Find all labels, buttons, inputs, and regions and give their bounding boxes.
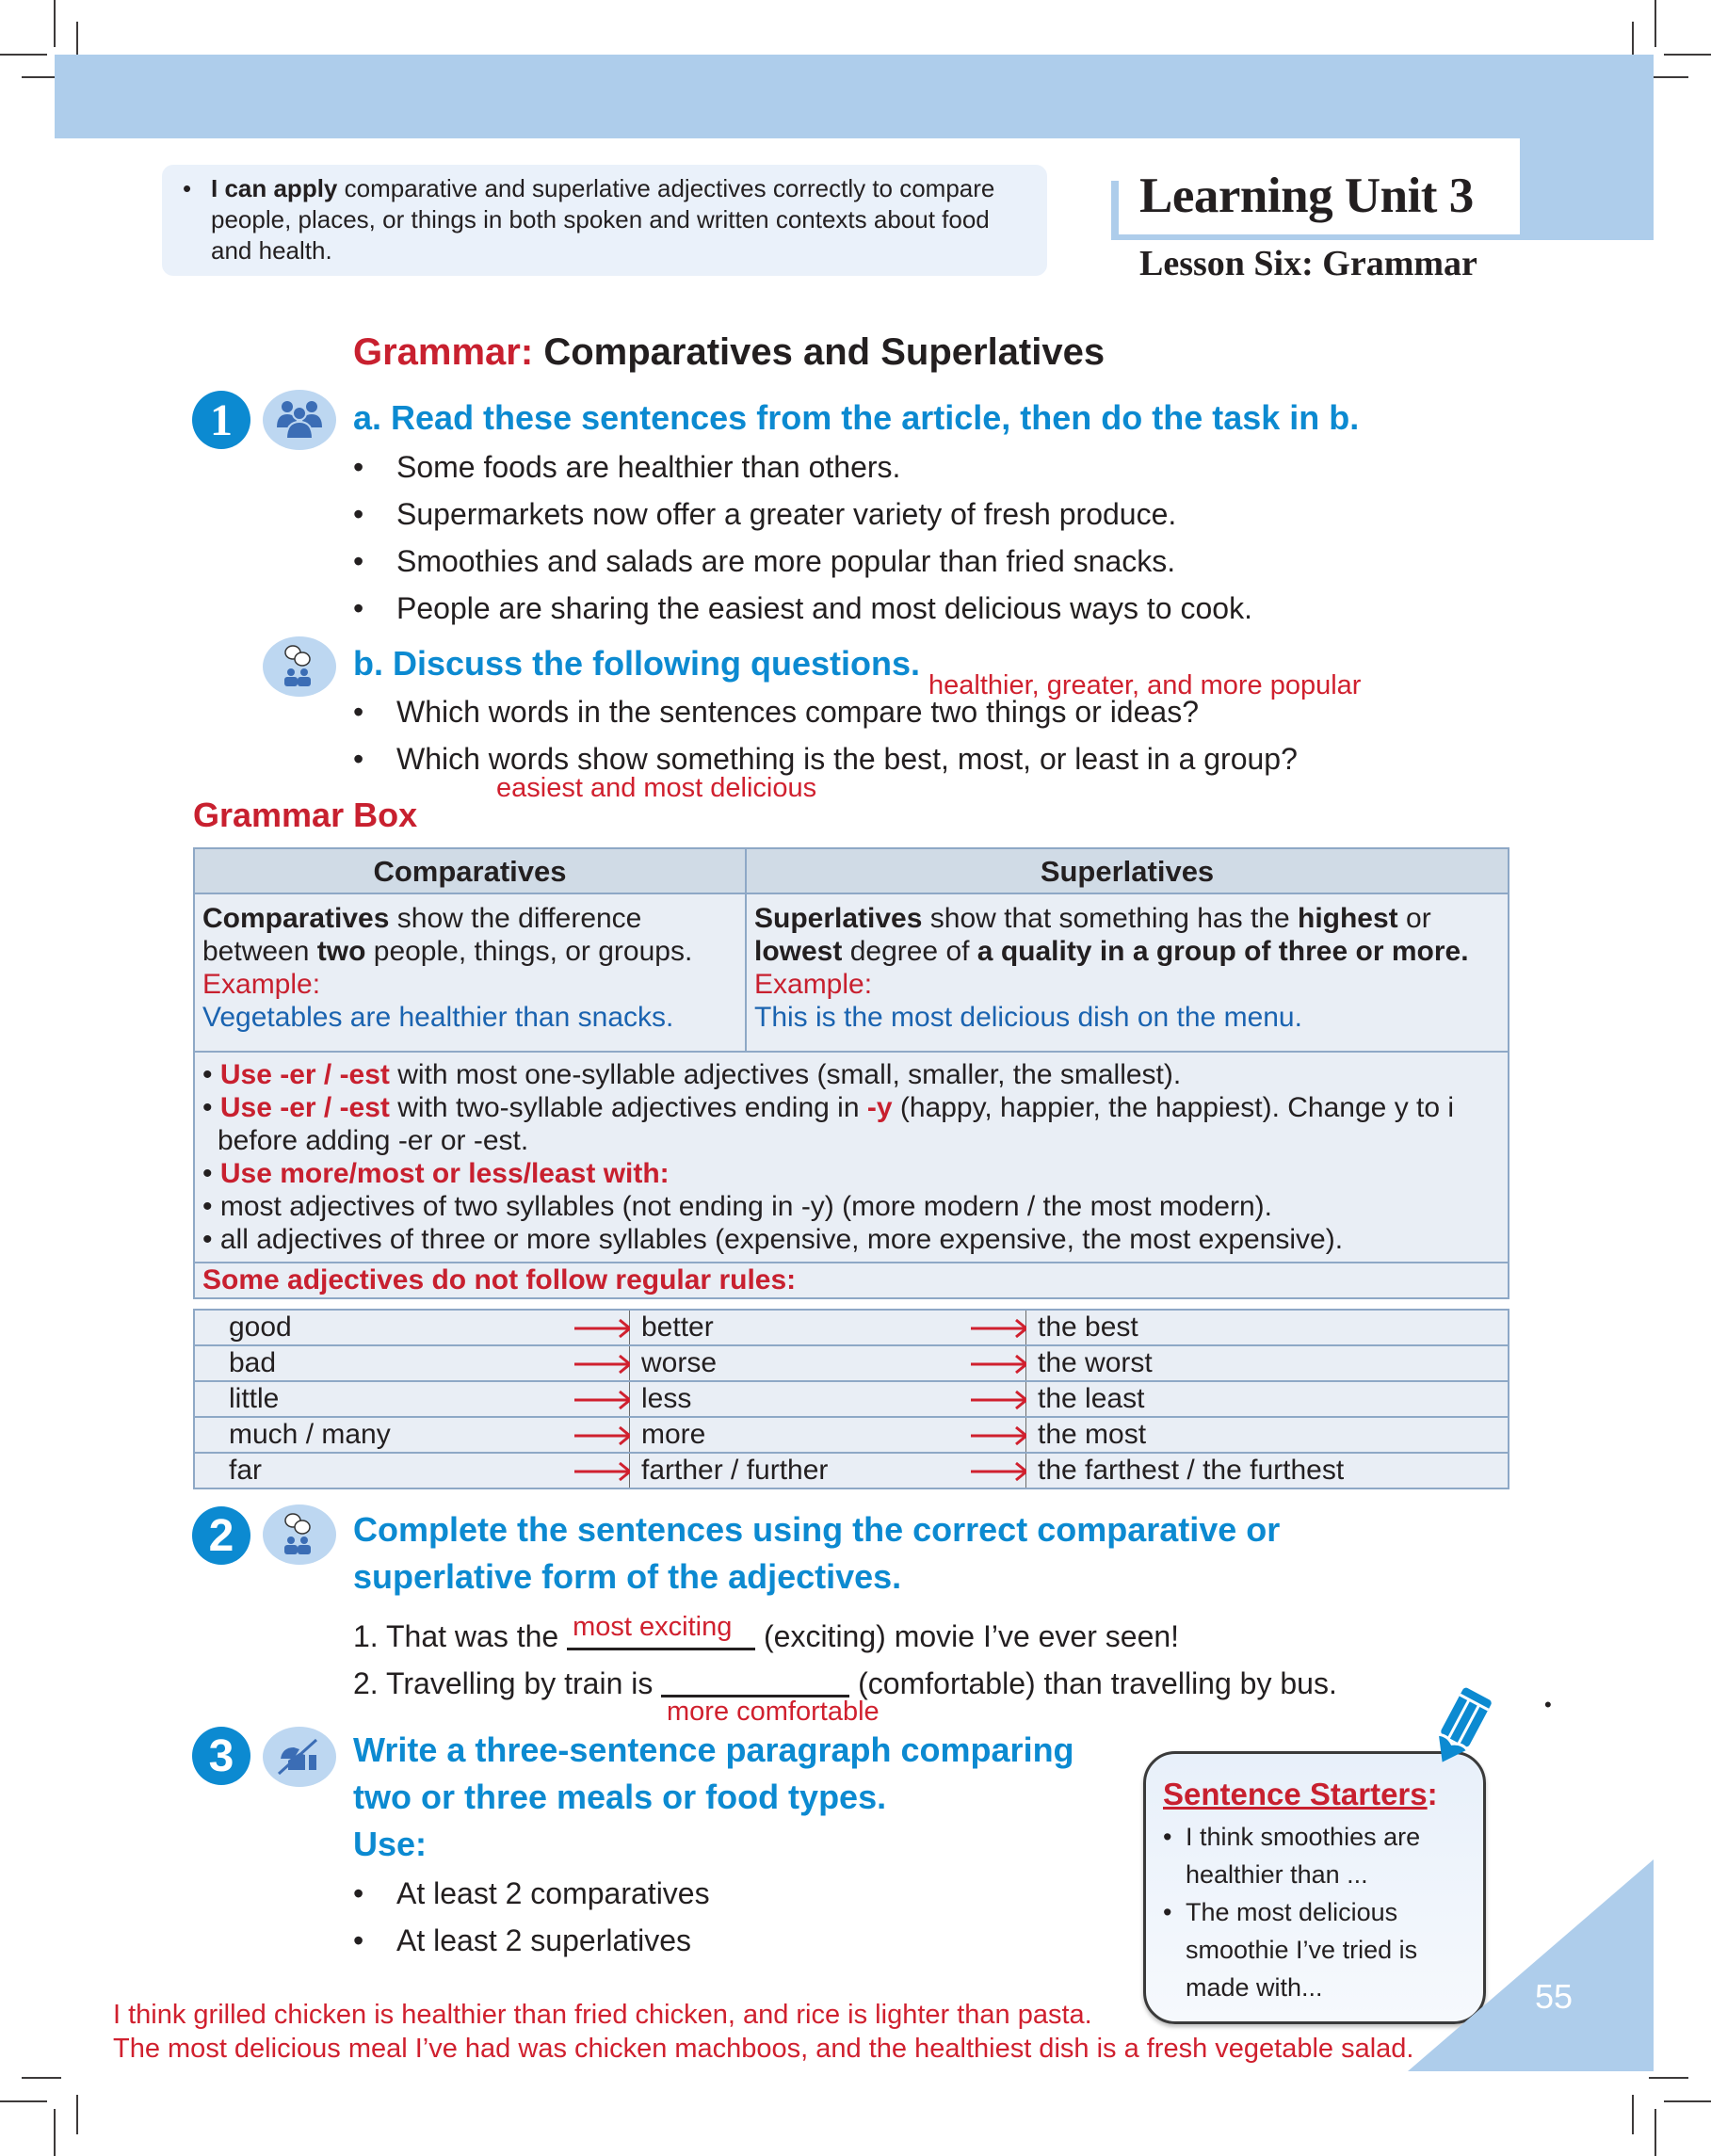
superlative-form: the worst	[1038, 1347, 1153, 1378]
rule-highlight: Use -er / -est	[219, 1059, 390, 1090]
question-text: Which words in the sentences compare two things or ideas?	[396, 695, 1199, 729]
arrow-right-icon	[971, 1317, 1029, 1340]
paragraph-answer-line: I think grilled chicken is healthier than fried chicken, and rice is lighter than pasta.	[113, 2000, 1092, 2030]
unit-box-accent	[1111, 181, 1119, 237]
task-number: 3	[208, 1730, 234, 1781]
task-2-heading-line2: superlative form of the adjectives.	[353, 1557, 902, 1596]
answer-annotation: healthier, greater, and more popular	[928, 670, 1362, 700]
task-2-number-badge	[192, 1506, 250, 1565]
task-3-number-badge	[192, 1727, 250, 1785]
section-title	[353, 331, 1105, 374]
rule-item	[202, 1058, 1500, 1091]
crop-mark	[0, 54, 47, 56]
superlative-cell	[1026, 1417, 1509, 1453]
example-text: This is the most delicious dish on the menu.	[754, 1002, 1302, 1033]
header-band-strip	[1111, 234, 1654, 240]
title-text: Sentence Starters	[1163, 1777, 1428, 1811]
text: people, things, or groups.	[365, 936, 693, 967]
bold-term: lowest	[754, 936, 843, 967]
table-row	[194, 1381, 1509, 1417]
rule-text: (happy, happier, the happiest). Change y to i before adding -er or -est.	[218, 1092, 1455, 1156]
question-text: Which words show something is the best, most, or least in a group?	[396, 742, 1298, 776]
rule-highlight: Use -er / -est	[219, 1092, 390, 1123]
arrow-right-icon	[971, 1353, 1029, 1376]
rule-text: with two-syllable adjectives ending in	[389, 1092, 867, 1123]
base-cell	[194, 1453, 630, 1488]
sentence-text: Smoothies and salads are more popular than fried snacks.	[396, 544, 1176, 578]
rule-item	[202, 1091, 1500, 1157]
crop-mark	[54, 2109, 56, 2156]
starter-text: made with...	[1186, 1973, 1323, 2002]
blank-answer: most exciting	[573, 1612, 733, 1642]
text: degree of	[842, 936, 977, 967]
superlative-form: the least	[1038, 1383, 1145, 1414]
comparatives-cell	[194, 893, 746, 1052]
base-cell	[194, 1310, 630, 1345]
page-number: 55	[1535, 1977, 1574, 2016]
bold-term: highest	[1298, 903, 1398, 934]
answer-blank[interactable]	[567, 1612, 755, 1650]
arrow-right-icon	[574, 1460, 633, 1483]
requirement-text: At least 2 comparatives	[396, 1876, 710, 1910]
paragraph-answer-line: The most delicious meal I’ve had was chicken machboos, and the healthiest dish is a fresh vegetable salad.	[113, 2034, 1414, 2064]
base-form: good	[229, 1311, 292, 1343]
arrow-right-icon	[971, 1424, 1029, 1447]
bold-term: Comparatives	[202, 903, 390, 934]
bullet: •	[183, 174, 192, 202]
objective-text: comparative and superlative adjectives correctly to compare people, places, or things in both spoken and written contexts about food and health.	[211, 174, 995, 265]
task-1b-heading: b. Discuss the following questions.	[353, 644, 921, 683]
rule-text: all adjectives of three or more syllables (expensive, more expensive, the most expensive).	[219, 1224, 1344, 1255]
example-label: Example:	[754, 969, 873, 1000]
base-cell	[194, 1417, 630, 1453]
bold-term: two	[316, 936, 366, 967]
comparative-form: less	[641, 1383, 692, 1414]
bold-term: Superlatives	[754, 903, 923, 934]
starter-text: healthier than ...	[1186, 1860, 1368, 1889]
exercise-item-2	[353, 1663, 1337, 1701]
task-number: 2	[208, 1510, 234, 1561]
rule-item	[202, 1223, 1500, 1256]
example-text: Vegetables are healthier than snacks.	[202, 1002, 674, 1033]
grammar-box-table	[193, 847, 1509, 1299]
task-1-number-badge	[192, 391, 250, 449]
rule-highlight: -y	[866, 1092, 893, 1123]
bullet: •	[202, 1158, 220, 1189]
superlatives-cell	[746, 893, 1509, 1052]
discussion-icon	[263, 1504, 336, 1565]
item-suffix: (comfortable) than travelling by bus.	[849, 1666, 1337, 1700]
item-prefix: 2. Travelling by train is	[353, 1666, 662, 1700]
bullet: •	[202, 1092, 220, 1123]
lesson-title: Lesson Six: Grammar	[1139, 244, 1477, 283]
page-corner-triangle	[1408, 1859, 1654, 2071]
comparative-cell	[630, 1310, 1026, 1345]
writing-hand-icon	[263, 1727, 336, 1787]
rule-text: with most one-syllable adjectives (small, smaller, the smallest).	[389, 1059, 1182, 1090]
unit-title: Learning Unit 3	[1139, 169, 1474, 223]
base-form: much / many	[229, 1419, 391, 1450]
answer-annotation: easiest and most delicious	[496, 773, 817, 803]
arrow-right-icon	[574, 1424, 633, 1447]
crop-mark	[54, 0, 56, 47]
comparative-cell	[630, 1417, 1026, 1453]
starter-text: smoothie I’ve tried is	[1186, 1936, 1418, 1964]
superlative-form: the farthest / the furthest	[1038, 1455, 1345, 1486]
section-heading: Comparatives and Superlatives	[533, 331, 1106, 373]
text: or	[1397, 903, 1431, 934]
table-row	[194, 1310, 1509, 1345]
base-cell	[194, 1345, 630, 1381]
sentence-starters-box: Sentence Starters: • I think smoothies are healthier than ... • The most delicious smoothie I’ve tried is made with...	[1143, 1751, 1486, 2024]
grammar-box-title: Grammar Box	[193, 796, 418, 834]
arrow-right-icon	[971, 1389, 1029, 1411]
bullet: •	[202, 1191, 220, 1222]
pencil-icon	[1422, 1685, 1497, 1770]
rule-text: most adjectives of two syllables (not ending in -y) (more modern / the most modern).	[219, 1191, 1272, 1222]
sentence-text: Some foods are healthier than others.	[396, 450, 901, 484]
irregular-title: Some adjectives do not follow regular rules:	[202, 1264, 797, 1295]
comparative-cell	[630, 1453, 1026, 1488]
table-row	[194, 1417, 1509, 1453]
crop-mark	[1632, 2095, 1634, 2134]
column-header: Superlatives	[746, 848, 1509, 893]
section-label: Grammar:	[353, 331, 534, 373]
learning-objective	[162, 165, 1047, 276]
base-cell	[194, 1381, 630, 1417]
sentence-starters-title	[1163, 1777, 1438, 1812]
crop-mark	[1655, 2109, 1656, 2156]
irregular-adjectives-table	[193, 1309, 1509, 1489]
task-3-heading-line1: Write a three-sentence paragraph comparing	[353, 1730, 1074, 1769]
answer-blank[interactable]	[661, 1663, 849, 1697]
comparative-cell	[630, 1381, 1026, 1417]
comparative-form: more	[641, 1419, 706, 1450]
answer-annotation: more comfortable	[667, 1697, 880, 1727]
group-icon	[263, 390, 336, 450]
text: show the difference between	[202, 903, 642, 967]
comparative-form: farther / further	[641, 1455, 829, 1486]
crop-mark	[1664, 2100, 1711, 2102]
requirement-text: At least 2 superlatives	[396, 1923, 692, 1957]
crop-mark	[0, 2100, 47, 2102]
table-row	[194, 1453, 1509, 1488]
superlative-cell	[1026, 1453, 1509, 1488]
bullet: •	[1544, 1693, 1552, 1716]
rules-cell	[194, 1052, 1509, 1263]
comparative-form: worse	[641, 1347, 718, 1378]
arrow-right-icon	[574, 1353, 633, 1376]
column-header: Comparatives	[194, 848, 746, 893]
starter-text: I think smoothies are	[1186, 1823, 1421, 1851]
base-form: bad	[229, 1347, 277, 1378]
text: show that something has the	[922, 903, 1298, 934]
crop-mark	[1649, 76, 1688, 78]
starter-text: The most delicious	[1186, 1898, 1398, 1926]
table-row	[194, 1345, 1509, 1381]
title-colon: :	[1427, 1777, 1438, 1811]
objective-bold: I can apply	[211, 174, 338, 202]
discussion-icon	[263, 636, 336, 697]
crop-mark	[1655, 0, 1656, 47]
bullet: •	[202, 1224, 220, 1255]
use-label: Use:	[353, 1825, 428, 1863]
comparative-form: better	[641, 1311, 714, 1343]
item-suffix: (exciting) movie I’ve ever seen!	[755, 1619, 1180, 1653]
superlative-cell	[1026, 1345, 1509, 1381]
exercise-item-1	[353, 1612, 1180, 1654]
example-label: Example:	[202, 969, 321, 1000]
arrow-right-icon	[971, 1460, 1029, 1483]
task-1a-heading: a. Read these sentences from the article, then do the task in b.	[353, 398, 1360, 437]
crop-mark	[22, 2077, 61, 2079]
item-prefix: 1. That was the	[353, 1619, 568, 1653]
superlative-form: the best	[1038, 1311, 1138, 1343]
rule-highlight: Use more/most or less/least with:	[219, 1158, 670, 1189]
crop-mark	[1664, 54, 1711, 56]
header-band-right	[1520, 138, 1654, 240]
crop-mark	[1649, 2077, 1688, 2079]
superlative-form: the most	[1038, 1419, 1147, 1450]
rule-item	[202, 1190, 1500, 1223]
superlative-cell	[1026, 1310, 1509, 1345]
sentence-text: Supermarkets now offer a greater variety of fresh produce.	[396, 497, 1177, 531]
header-band	[55, 55, 1654, 138]
bold-term: a quality in a group of three or more.	[977, 936, 1469, 967]
comparative-cell	[630, 1345, 1026, 1381]
superlative-cell	[1026, 1381, 1509, 1417]
base-form: far	[229, 1455, 263, 1486]
irregular-title-cell	[194, 1263, 1509, 1298]
crop-mark	[76, 2095, 78, 2134]
arrow-right-icon	[574, 1317, 633, 1340]
task-number: 1	[210, 394, 233, 445]
base-form: little	[229, 1383, 280, 1414]
task-3-heading-line2: two or three meals or food types.	[353, 1778, 887, 1816]
sentence-text: People are sharing the easiest and most delicious ways to cook.	[396, 591, 1252, 625]
bullet: •	[202, 1059, 220, 1090]
rule-item	[202, 1157, 1500, 1190]
arrow-right-icon	[574, 1389, 633, 1411]
task-2-heading-line1: Complete the sentences using the correct comparative or	[353, 1510, 1281, 1549]
